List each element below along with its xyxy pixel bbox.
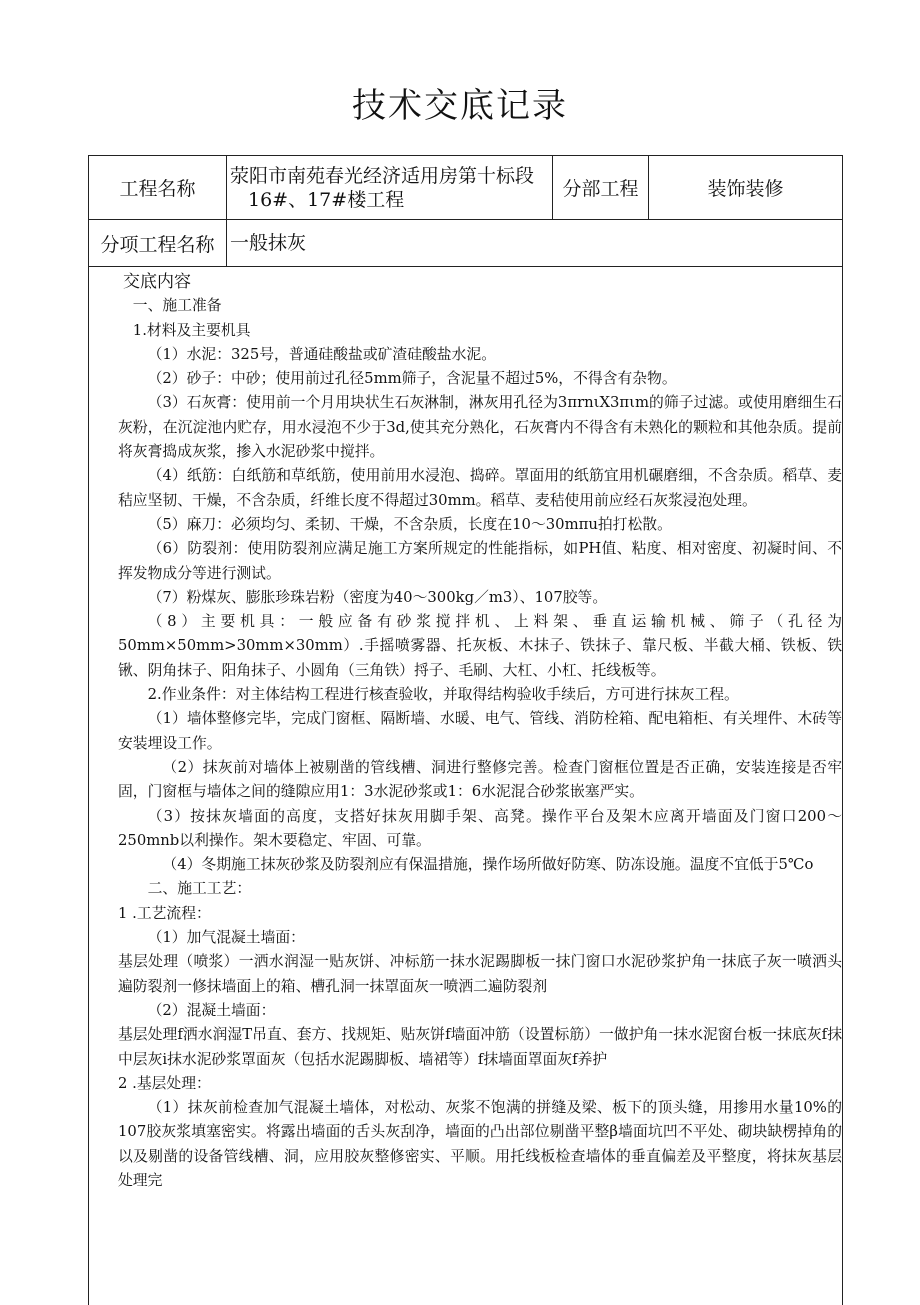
paragraph: （1）水泥：325号，普通硅酸盐或矿渣硅酸盐水泥。: [147, 345, 496, 363]
subdivision-value: 装饰装修: [649, 156, 843, 220]
project-label: 工程名称: [89, 156, 227, 220]
paragraph: （2）砂子：中砂；使用前过孔径5mm筛子，含泥量不超过5%，不得含有杂物。: [147, 370, 677, 388]
subdivision-label: 分部工程: [553, 156, 649, 220]
document-title: 技术交底记录: [352, 86, 568, 126]
paragraph: 1.材料及主要机具: [132, 321, 251, 339]
paragraph: （4）纸筋：白纸筋和草纸筋，使用前用水浸泡、捣碎。罩面用的纸筋宜用机碾磨细，不含杂质。稻草、麦秸应坚韧、干燥，不含杂质，纤维长度不得超过30mm。稻草、麦秸使用前应经石灰浆浸泡处理。: [118, 467, 842, 509]
item-value: 一般抹灰: [227, 220, 843, 267]
content-body: [118, 270, 842, 1193]
item-label: 分项工程名称: [89, 220, 227, 267]
paragraph: （2）混凝土墙面：: [147, 1001, 276, 1019]
paragraph: （3）按抹灰墙面的高度，支搭好抹灰用脚手架、高凳。操作平台及架木应离开墙面及门窗口200～250mnb以利操作。架木要稳定、牢固、可靠。: [118, 807, 842, 849]
header-row-project: [89, 156, 843, 220]
content-heading: 交底内容: [123, 272, 191, 292]
project-value-line2: 16#、17#楼工程: [248, 188, 405, 211]
project-value-line1: 荥阳市南苑春光经济适用房第十标段: [230, 164, 535, 187]
paragraph: （8）主要机具：一般应备有砂浆搅拌机、上料架、垂直运输机械、筛子（孔径为50mm×50mm>30mm×30mm）.手摇喷雾器、托灰板、木抹子、铁抹子、靠尺板、半截大桶、铁板、铁锹、阴角抹子、阳角抹子、小圆角（三角铁）捋子、毛刷、大杠、小杠、托线板等。: [118, 613, 842, 679]
paragraph: （1）加气混凝土墙面：: [147, 929, 305, 947]
paragraph: （7）粉煤灰、膨胀珍珠岩粉（密度为40～300kg／m3）、107胶等。: [147, 588, 608, 606]
paragraph: （4）冬期施工抹灰砂浆及防裂剂应有保温措施，操作场所做好防寒、防冻设施。温度不宜低于5℃o: [162, 856, 814, 874]
project-value: [227, 156, 553, 220]
paragraph: 2 .基层处理：: [118, 1074, 211, 1092]
paragraph: 2.作业条件：对主体结构工程进行核查验收，并取得结构验收手续后，方可进行抹灰工程。: [147, 686, 739, 704]
paragraph: 1 .工艺流程：: [118, 904, 211, 922]
paragraph: （2）抹灰前对墙体上被剔凿的管线槽、洞进行整修完善。检查门窗框位置是否正确，安装连接是否牢固，门窗框与墙体之间的缝隙应用1：3水泥砂浆或1：6水泥混合砂浆嵌塞严实。: [118, 758, 842, 801]
paragraph: 二、施工工艺：: [147, 880, 252, 898]
paragraph: （6）防裂剂：使用防裂剂应满足施工方案所规定的性能指标，如PH值、粘度、相对密度、初凝时间、不挥发物成分等进行测试。: [118, 540, 842, 582]
header-table: [88, 155, 843, 267]
content-box: [88, 265, 843, 1305]
paragraph: 一、施工准备: [132, 297, 222, 315]
paragraph: （5）麻刀：必须均匀、柔韧、干燥，不含杂质，长度在10～30mπu拍打松散。: [147, 515, 672, 533]
paragraph: 基层处理（喷浆）一洒水润湿一贴灰饼、冲标筋一抹水泥踢脚板一抹门窗口水泥砂浆护角一抹底子灰一喷洒头遍防裂剂一修抹墙面上的箱、槽孔洞一抹罩面灰一喷洒二遍防裂剂: [118, 953, 842, 995]
header-row-item: [89, 220, 843, 267]
paragraph: 基层处理f洒水润湿T吊直、套方、找规矩、贴灰饼f墙面冲筋（设置标筋）一做护角一抹水泥窗台板一抹底灰f抹中层灰i抹水泥砂浆罩面灰（包括水泥踢脚板、墙裙等）f抹墙面罩面灰f养护: [118, 1026, 842, 1068]
paragraph: （1）墙体整修完毕，完成门窗框、隔断墙、水暖、电气、管线、消防栓箱、配电箱柜、有关埋件、木砖等安装埋设工作。: [118, 710, 842, 752]
paragraph: （3）石灰膏：使用前一个月用块状生石灰淋制，淋灰用孔径为3πrnιX3πιm的筛子过滤。或使用磨细生石灰粉，在沉淀池内贮存，用水浸泡不少于3d,使其充分熟化，石灰膏内不得含有未熟化的颗粒和其他杂质。提前将灰膏捣成灰浆，掺入水泥砂浆中搅拌。: [118, 394, 842, 461]
paragraph: （1）抹灰前检查加气混凝土墙体，对松动、灰浆不饱满的拼缝及梁、板下的顶头缝，用掺用水量10%的107胶灰浆填塞密实。将露出墙面的舌头灰刮净，墙面的凸出部位剔凿平整β墙面坑凹不平处、砌块缺楞掉角的以及剔凿的设备管线槽、洞，应用胶灰整修密实、平顺。用托线板检查墙体的垂直偏差及平整度，将抹灰基层处理完: [118, 1099, 842, 1189]
